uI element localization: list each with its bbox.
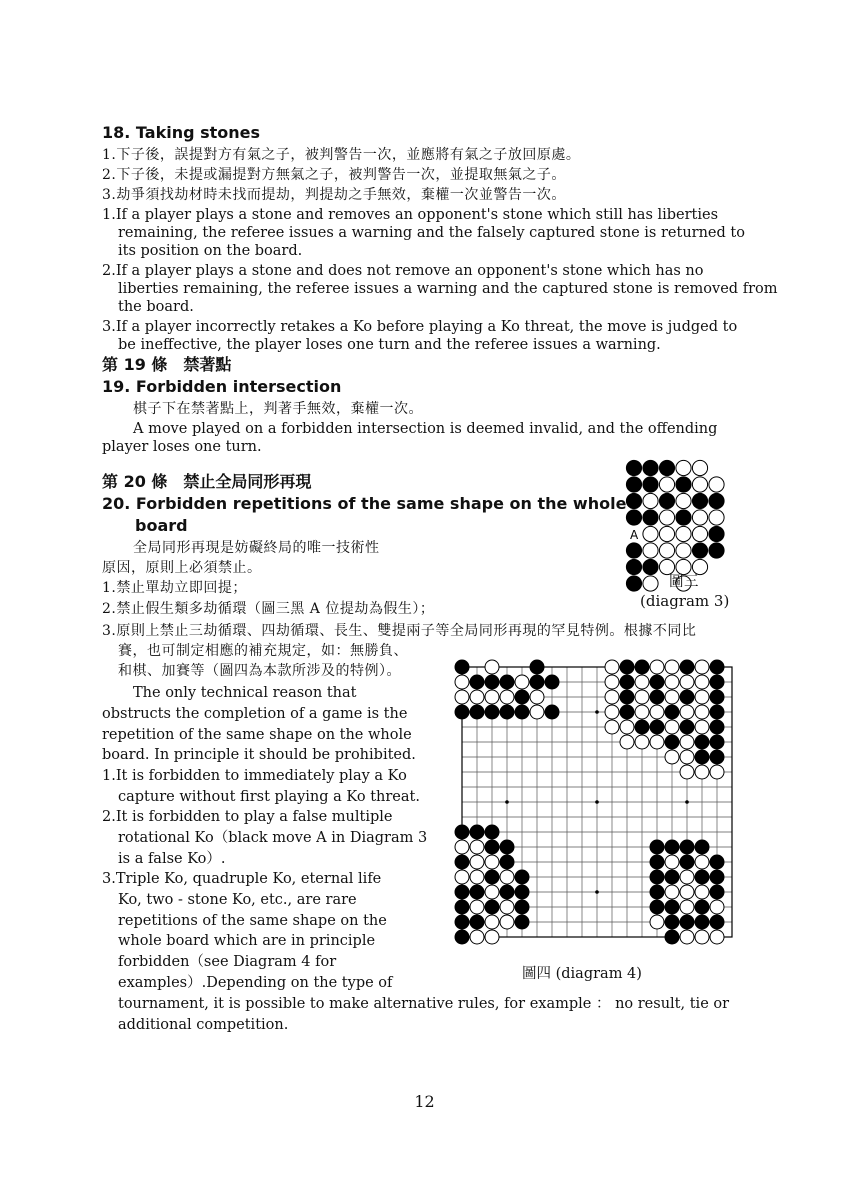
white-stone bbox=[659, 510, 674, 525]
white-stone bbox=[710, 765, 724, 779]
white-stone bbox=[455, 870, 469, 884]
white-stone bbox=[470, 900, 484, 914]
text-line: board. In principle it should be prohibited. bbox=[102, 747, 416, 763]
black-stone bbox=[626, 493, 641, 508]
white-stone bbox=[635, 735, 649, 749]
black-stone bbox=[500, 885, 514, 899]
white-stone bbox=[635, 705, 649, 719]
white-stone bbox=[455, 690, 469, 704]
star-point bbox=[505, 800, 509, 804]
white-stone bbox=[643, 576, 658, 591]
black-stone bbox=[676, 510, 691, 525]
white-stone bbox=[680, 765, 694, 779]
text-line: repetition of the same shape on the whole bbox=[102, 727, 412, 743]
white-stone bbox=[470, 930, 484, 944]
white-stone bbox=[692, 460, 707, 475]
white-stone bbox=[695, 765, 709, 779]
white-stone bbox=[659, 543, 674, 558]
black-stone bbox=[659, 493, 674, 508]
white-stone bbox=[500, 915, 514, 929]
white-stone bbox=[605, 690, 619, 704]
black-stone bbox=[485, 675, 499, 689]
white-stone bbox=[710, 900, 724, 914]
text-line: its position on the board. bbox=[118, 243, 303, 259]
white-stone bbox=[680, 870, 694, 884]
white-stone bbox=[643, 543, 658, 558]
white-stone bbox=[470, 870, 484, 884]
white-stone bbox=[650, 705, 664, 719]
black-stone bbox=[710, 660, 724, 674]
black-stone bbox=[515, 870, 529, 884]
black-stone bbox=[500, 840, 514, 854]
black-stone bbox=[680, 915, 694, 929]
black-stone bbox=[515, 885, 529, 899]
black-stone bbox=[710, 855, 724, 869]
white-stone bbox=[605, 720, 619, 734]
white-stone bbox=[659, 477, 674, 492]
black-stone bbox=[470, 885, 484, 899]
diagram-3-board bbox=[624, 458, 736, 638]
text-line: 2.It is forbidden to play a false multiple bbox=[102, 809, 393, 825]
black-stone bbox=[680, 690, 694, 704]
white-stone bbox=[515, 675, 529, 689]
text-line: whole board which are in principle bbox=[118, 933, 376, 949]
text-line: 2.下子後，未提或漏提對方無氣之子，被判警告一次，並提取無氣之子。 bbox=[102, 167, 566, 183]
text-line: A move played on a forbidden intersection is deemed invalid, and the offending bbox=[133, 421, 718, 437]
text-line: 1.禁止單劫立即回提； bbox=[102, 580, 247, 596]
black-stone bbox=[650, 690, 664, 704]
black-stone bbox=[709, 526, 724, 541]
black-stone bbox=[659, 460, 674, 475]
white-stone bbox=[485, 885, 499, 899]
black-stone bbox=[626, 543, 641, 558]
black-stone bbox=[680, 855, 694, 869]
white-stone bbox=[665, 690, 679, 704]
white-stone bbox=[695, 720, 709, 734]
white-stone bbox=[485, 660, 499, 674]
black-stone bbox=[455, 885, 469, 899]
black-stone bbox=[455, 705, 469, 719]
black-stone bbox=[635, 660, 649, 674]
text-line: repetitions of the same shape on the bbox=[118, 913, 387, 929]
black-stone bbox=[455, 825, 469, 839]
white-stone bbox=[470, 840, 484, 854]
white-stone bbox=[500, 870, 514, 884]
white-stone bbox=[500, 900, 514, 914]
black-stone bbox=[485, 870, 499, 884]
black-stone bbox=[650, 870, 664, 884]
black-stone bbox=[500, 855, 514, 869]
black-stone bbox=[680, 840, 694, 854]
white-stone bbox=[643, 526, 658, 541]
white-stone bbox=[676, 493, 691, 508]
white-stone bbox=[455, 840, 469, 854]
white-stone bbox=[680, 930, 694, 944]
white-stone bbox=[695, 675, 709, 689]
text-line: Ko, two - stone Ko, etc., are rare bbox=[118, 892, 357, 908]
black-stone bbox=[626, 576, 641, 591]
white-stone bbox=[455, 675, 469, 689]
white-stone bbox=[650, 735, 664, 749]
white-stone bbox=[665, 660, 679, 674]
text-line: 3.If a player incorrectly retakes a Ko before playing a Ko threat, the move is judged to bbox=[102, 319, 738, 335]
text-line: remaining, the referee issues a warning and the falsely captured stone is returned to bbox=[118, 225, 745, 241]
text-line: 1.If a player plays a stone and removes an opponent's stone which still has liberties bbox=[102, 207, 719, 223]
white-stone bbox=[650, 915, 664, 929]
text-line: is a false Ko）. bbox=[118, 851, 226, 867]
white-stone bbox=[665, 675, 679, 689]
white-stone bbox=[680, 900, 694, 914]
white-stone bbox=[710, 930, 724, 944]
text-line: 2.禁止假生類多劫循環（圖三黑 A 位提劫為假生）； bbox=[102, 601, 435, 617]
text-line: capture without first playing a Ko threat. bbox=[118, 789, 420, 805]
text-line: forbidden（see Diagram 4 for bbox=[118, 954, 337, 970]
black-stone bbox=[620, 690, 634, 704]
text-line: 1.It is forbidden to immediately play a Ko bbox=[102, 768, 407, 784]
black-stone bbox=[665, 735, 679, 749]
white-stone bbox=[680, 705, 694, 719]
page-number: 12 bbox=[414, 1092, 435, 1111]
text-line: tournament, it is possible to make alternative rules, for example ： no result, tie or bbox=[118, 996, 730, 1012]
white-stone bbox=[665, 855, 679, 869]
star-point bbox=[595, 800, 599, 804]
black-stone bbox=[692, 493, 707, 508]
white-stone bbox=[680, 885, 694, 899]
black-stone bbox=[710, 690, 724, 704]
black-stone bbox=[515, 915, 529, 929]
black-stone bbox=[620, 705, 634, 719]
white-stone bbox=[643, 493, 658, 508]
text-line: The only technical reason that bbox=[133, 685, 357, 701]
black-stone bbox=[695, 870, 709, 884]
black-stone bbox=[650, 720, 664, 734]
black-stone bbox=[626, 460, 641, 475]
white-stone bbox=[665, 720, 679, 734]
black-stone bbox=[710, 870, 724, 884]
section-heading: 第 19 條 禁著點 bbox=[102, 355, 232, 374]
white-stone bbox=[605, 675, 619, 689]
white-stone bbox=[530, 705, 544, 719]
black-stone bbox=[676, 477, 691, 492]
black-stone bbox=[626, 559, 641, 574]
black-stone bbox=[455, 855, 469, 869]
white-stone bbox=[709, 477, 724, 492]
white-stone bbox=[485, 930, 499, 944]
black-stone bbox=[515, 690, 529, 704]
black-stone bbox=[709, 543, 724, 558]
text-line: 2.If a player plays a stone and does not remove an opponent's stone which has no bbox=[102, 263, 704, 279]
white-stone bbox=[695, 660, 709, 674]
white-stone bbox=[692, 526, 707, 541]
black-stone bbox=[470, 915, 484, 929]
white-stone bbox=[680, 675, 694, 689]
white-stone bbox=[470, 855, 484, 869]
section-heading: 18. Taking stones bbox=[102, 123, 261, 142]
text-line: additional competition. bbox=[118, 1017, 289, 1033]
black-stone bbox=[643, 477, 658, 492]
text-line: be ineffective, the player loses one turn and the referee issues a warning. bbox=[118, 337, 661, 353]
white-stone bbox=[470, 690, 484, 704]
section-heading: 19. Forbidden intersection bbox=[102, 377, 342, 396]
black-stone bbox=[709, 493, 724, 508]
black-stone bbox=[643, 510, 658, 525]
white-stone bbox=[620, 735, 634, 749]
black-stone bbox=[680, 720, 694, 734]
black-stone bbox=[695, 840, 709, 854]
black-stone bbox=[710, 915, 724, 929]
section-heading: board bbox=[135, 516, 188, 535]
black-stone bbox=[643, 460, 658, 475]
white-stone bbox=[605, 660, 619, 674]
diagram-3-caption-zh: 圖三 bbox=[669, 574, 699, 590]
white-stone bbox=[665, 750, 679, 764]
black-stone bbox=[695, 900, 709, 914]
black-stone bbox=[692, 543, 707, 558]
black-stone bbox=[650, 885, 664, 899]
black-stone bbox=[455, 660, 469, 674]
black-stone bbox=[470, 825, 484, 839]
section-heading: 第 20 條 禁止全局同形再現 bbox=[102, 472, 312, 491]
diagram-3-caption-en: (diagram 3) bbox=[640, 592, 730, 610]
white-stone bbox=[659, 526, 674, 541]
white-stone bbox=[485, 690, 499, 704]
black-stone bbox=[626, 477, 641, 492]
white-stone bbox=[676, 460, 691, 475]
diagram-3-label-a: A bbox=[630, 528, 639, 542]
white-stone bbox=[676, 543, 691, 558]
white-stone bbox=[680, 750, 694, 764]
black-stone bbox=[515, 900, 529, 914]
text-line: examples）.Depending on the type of bbox=[118, 975, 393, 991]
black-stone bbox=[680, 660, 694, 674]
black-stone bbox=[500, 675, 514, 689]
black-stone bbox=[665, 900, 679, 914]
black-stone bbox=[710, 705, 724, 719]
black-stone bbox=[650, 840, 664, 854]
section-heading: 20. Forbidden repetitions of the same shape on the whole bbox=[102, 494, 627, 513]
black-stone bbox=[665, 870, 679, 884]
black-stone bbox=[710, 735, 724, 749]
black-stone bbox=[620, 675, 634, 689]
text-line: 3.劫爭須找劫材時未找而提劫，判提劫之手無效，棄權一次並警告一次。 bbox=[102, 187, 566, 203]
white-stone bbox=[605, 705, 619, 719]
black-stone bbox=[515, 705, 529, 719]
black-stone bbox=[455, 900, 469, 914]
black-stone bbox=[665, 915, 679, 929]
white-stone bbox=[695, 885, 709, 899]
text-line: the board. bbox=[118, 299, 194, 315]
black-stone bbox=[665, 930, 679, 944]
text-line: 1.下子後，誤提對方有氣之子，被判警告一次，並應將有氣之子放回原處。 bbox=[102, 147, 581, 163]
white-stone bbox=[695, 690, 709, 704]
star-point bbox=[595, 890, 599, 894]
black-stone bbox=[695, 915, 709, 929]
black-stone bbox=[485, 825, 499, 839]
black-stone bbox=[545, 705, 559, 719]
black-stone bbox=[455, 915, 469, 929]
text-line: 3.原則上禁止三劫循環、四劫循環、長生、雙提兩子等全局同形再現的罕見特例。根據不同比 bbox=[102, 623, 697, 639]
black-stone bbox=[545, 675, 559, 689]
text-line: obstructs the completion of a game is the bbox=[102, 706, 408, 722]
white-stone bbox=[665, 885, 679, 899]
white-stone bbox=[676, 526, 691, 541]
black-stone bbox=[485, 900, 499, 914]
black-stone bbox=[455, 930, 469, 944]
black-stone bbox=[665, 705, 679, 719]
white-stone bbox=[620, 720, 634, 734]
black-stone bbox=[650, 900, 664, 914]
black-stone bbox=[470, 675, 484, 689]
white-stone bbox=[680, 735, 694, 749]
black-stone bbox=[650, 855, 664, 869]
text-line: liberties remaining, the referee issues a warning and the captured stone is removed from bbox=[118, 281, 778, 297]
black-stone bbox=[650, 675, 664, 689]
diagram-4-board bbox=[450, 655, 750, 955]
white-stone bbox=[695, 705, 709, 719]
black-stone bbox=[710, 750, 724, 764]
text-line: player loses one turn. bbox=[102, 439, 262, 455]
white-stone bbox=[485, 915, 499, 929]
black-stone bbox=[485, 840, 499, 854]
black-stone bbox=[665, 840, 679, 854]
text-line: 3.Triple Ko, quadruple Ko, eternal life bbox=[102, 871, 382, 887]
black-stone bbox=[485, 705, 499, 719]
black-stone bbox=[635, 720, 649, 734]
white-stone bbox=[485, 855, 499, 869]
black-stone bbox=[643, 559, 658, 574]
text-line: 原因，原則上必須禁止。 bbox=[102, 560, 262, 576]
text-line: 賽，也可制定相應的補充規定，如：無勝負、 bbox=[118, 643, 408, 659]
white-stone bbox=[530, 690, 544, 704]
star-point bbox=[595, 710, 599, 714]
black-stone bbox=[626, 510, 641, 525]
white-stone bbox=[635, 690, 649, 704]
text-line: 棋子下在禁著點上，判著手無效，棄權一次。 bbox=[133, 401, 423, 417]
black-stone bbox=[695, 750, 709, 764]
black-stone bbox=[695, 735, 709, 749]
black-stone bbox=[470, 705, 484, 719]
black-stone bbox=[530, 675, 544, 689]
black-stone bbox=[710, 885, 724, 899]
star-point bbox=[685, 800, 689, 804]
white-stone bbox=[695, 930, 709, 944]
black-stone bbox=[530, 660, 544, 674]
diagram-4-caption: 圖四 (diagram 4) bbox=[522, 966, 642, 982]
white-stone bbox=[692, 510, 707, 525]
white-stone bbox=[692, 477, 707, 492]
text-line: 全局同形再現是妨礙終局的唯一技術性 bbox=[133, 540, 380, 556]
black-stone bbox=[620, 660, 634, 674]
white-stone bbox=[635, 675, 649, 689]
white-stone bbox=[695, 855, 709, 869]
text-line: rotational Ko（black move A in Diagram 3 bbox=[118, 830, 428, 846]
black-stone bbox=[710, 720, 724, 734]
black-stone bbox=[710, 675, 724, 689]
white-stone bbox=[650, 660, 664, 674]
black-stone bbox=[500, 705, 514, 719]
white-stone bbox=[709, 510, 724, 525]
white-stone bbox=[500, 690, 514, 704]
text-line: 和棋、加賽等（圖四為本款所涉及的特例）。 bbox=[118, 663, 401, 679]
